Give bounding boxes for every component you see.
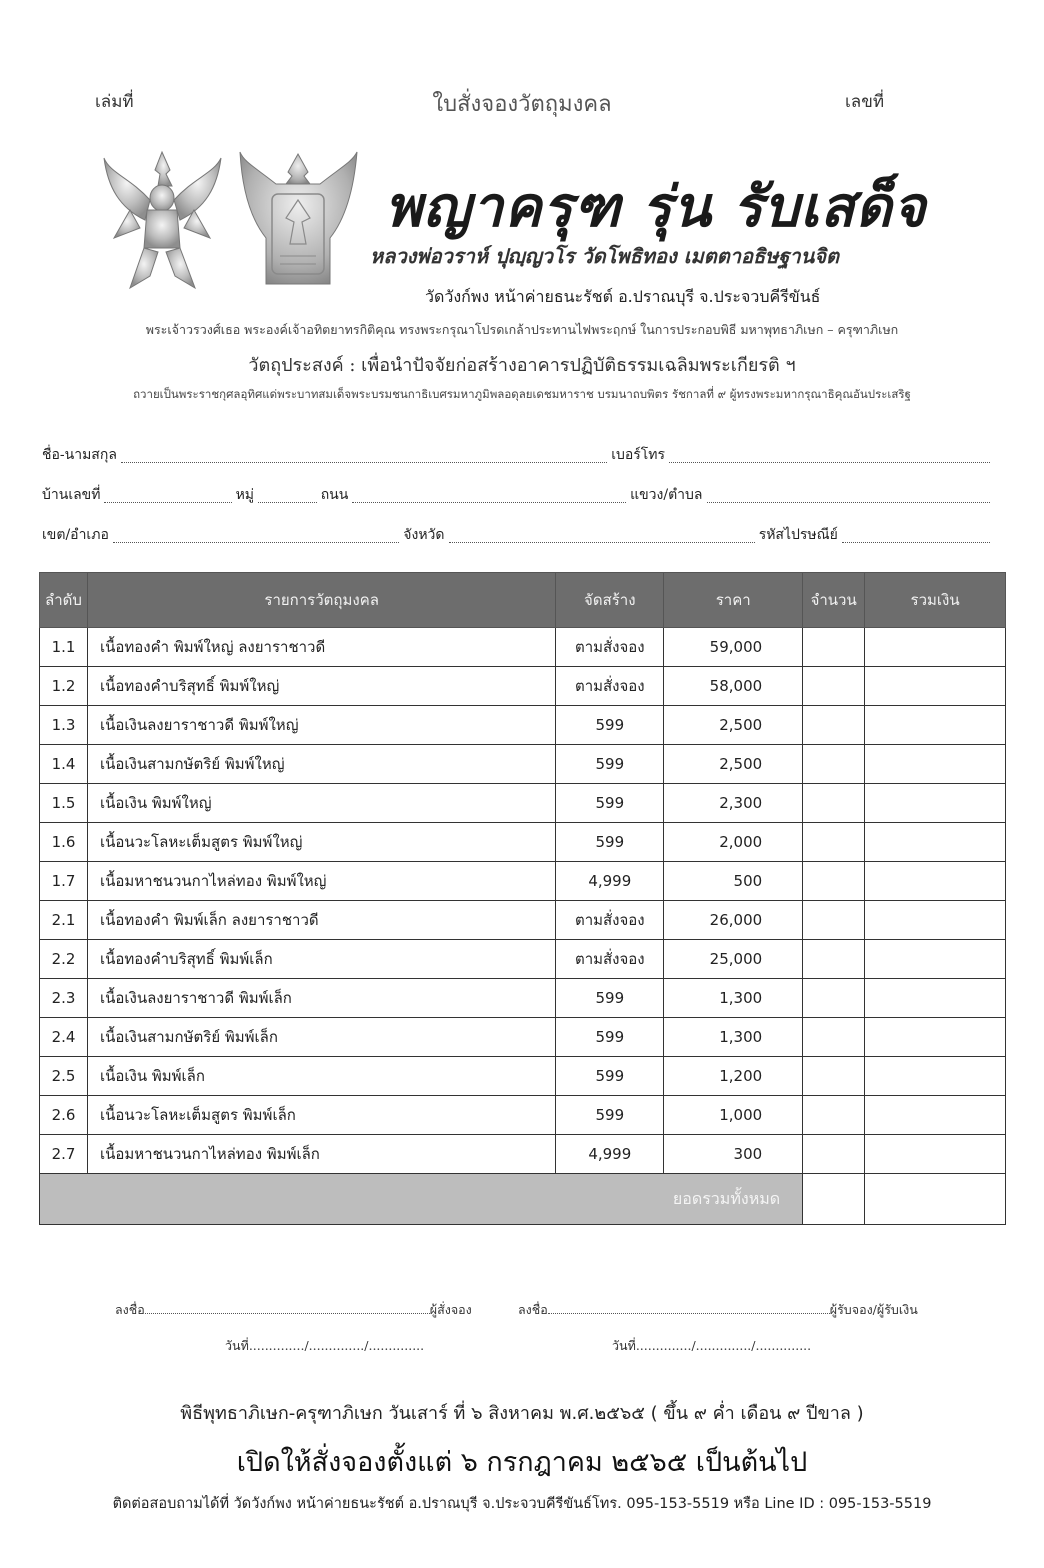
item-production: 599 (556, 979, 664, 1018)
item-amount-cell[interactable] (865, 1135, 1006, 1174)
table-row (40, 784, 1006, 823)
moo-label: หมู่ (235, 487, 255, 503)
moo-field[interactable] (258, 488, 317, 503)
item-production: 599 (556, 1096, 664, 1135)
item-amount-cell[interactable] (865, 628, 1006, 667)
item-name: เนื้อมหาชนวนกาไหล่ทอง พิมพ์ใหญ่ (87, 862, 555, 901)
table-header-row (40, 573, 1006, 628)
table-row (40, 628, 1006, 667)
table-row (40, 1096, 1006, 1135)
item-number: 2.6 (40, 1096, 88, 1135)
district-label: เขต/อำเภอ (42, 527, 109, 543)
item-amount-cell[interactable] (865, 706, 1006, 745)
table-row (40, 745, 1006, 784)
item-production: 599 (556, 706, 664, 745)
garuda-amulet-front-image (100, 148, 225, 296)
item-production: 4,999 (556, 862, 664, 901)
subdistrict-field[interactable] (707, 488, 991, 503)
item-quantity-cell[interactable] (803, 862, 865, 901)
item-number: 2.1 (40, 901, 88, 940)
table-row (40, 1135, 1006, 1174)
header-amount: รวมเงิน (865, 573, 1006, 628)
house-number-field[interactable] (104, 488, 231, 503)
item-name: เนื้อเงิน พิมพ์ใหญ่ (87, 784, 555, 823)
item-quantity-cell[interactable] (803, 706, 865, 745)
item-number: 1.3 (40, 706, 88, 745)
header-item: รายการวัตถุมงคล (87, 573, 555, 628)
phone-label: เบอร์โทร (611, 447, 666, 463)
item-name: เนื้อเงินสามกษัตริย์ พิมพ์เล็ก (87, 1018, 555, 1057)
item-amount-cell[interactable] (865, 1018, 1006, 1057)
item-production: 599 (556, 745, 664, 784)
grand-total-cell[interactable] (865, 1174, 1006, 1225)
table-row (40, 1057, 1006, 1096)
item-amount-cell[interactable] (865, 862, 1006, 901)
item-quantity-cell[interactable] (803, 667, 865, 706)
name-field[interactable] (121, 448, 607, 463)
item-production: ตามสั่งจอง (556, 628, 664, 667)
item-production: 4,999 (556, 1135, 664, 1174)
item-quantity-cell[interactable] (803, 979, 865, 1018)
district-row (40, 524, 992, 546)
item-quantity-cell[interactable] (803, 1096, 865, 1135)
form-title: ใบสั่งจองวัตถุมงคล (432, 92, 612, 117)
road-label: ถนน (320, 487, 349, 503)
table-row (40, 862, 1006, 901)
item-name: เนื้อเงินลงยาราชาวดี พิมพ์เล็ก (87, 979, 555, 1018)
ceremony-date-line: พิธีพุทธาภิเษก-ครุฑาภิเษก วันเสาร์ ที่ ๖ สิงหาคม พ.ศ.๒๕๖๕ ( ขึ้น ๙ ค่ำ เดือน ๙ ปีขาล ) (180, 1403, 864, 1424)
item-production: 599 (556, 1018, 664, 1057)
orderer-signature-line[interactable]: ลงชื่อ ผู้สั่งจอง (115, 1302, 472, 1317)
item-price: 59,000 (664, 628, 803, 667)
item-name: เนื้อมหาชนวนกาไหล่ทอง พิมพ์เล็ก (87, 1135, 555, 1174)
item-price: 2,500 (664, 745, 803, 784)
item-price: 1,000 (664, 1096, 803, 1135)
item-number: 2.2 (40, 940, 88, 979)
table-row (40, 1018, 1006, 1057)
item-price: 2,300 (664, 784, 803, 823)
receiver-signature-line[interactable]: ลงชื่อ ผู้รับจอง/ผู้รับเงิน (518, 1302, 918, 1317)
item-production: 599 (556, 823, 664, 862)
item-price: 500 (664, 862, 803, 901)
item-number: 2.4 (40, 1018, 88, 1057)
item-name: เนื้อทองคำ พิมพ์ใหญ่ ลงยาราชาวดี (87, 628, 555, 667)
item-amount-cell[interactable] (865, 1096, 1006, 1135)
item-price: 25,000 (664, 940, 803, 979)
table-row (40, 979, 1006, 1018)
postcode-label: รหัสไปรษณีย์ (758, 527, 838, 543)
item-name: เนื้อเงินสามกษัตริย์ พิมพ์ใหญ่ (87, 745, 555, 784)
header-price: ราคา (664, 573, 803, 628)
item-number: 1.2 (40, 667, 88, 706)
road-field[interactable] (352, 488, 626, 503)
grand-total-label: ยอดรวมทั้งหมด (40, 1174, 803, 1225)
address-row (40, 484, 992, 506)
amulet-order-table (39, 572, 1006, 1225)
item-amount-cell[interactable] (865, 979, 1006, 1018)
item-name: เนื้อทองคำ พิมพ์เล็ก ลงยาราชาวดี (87, 901, 555, 940)
item-amount-cell[interactable] (865, 667, 1006, 706)
item-price: 2,500 (664, 706, 803, 745)
receiver-date-line[interactable]: วันที่............../............../.............. (612, 1338, 812, 1353)
total-quantity-cell[interactable] (803, 1174, 865, 1225)
item-name: เนื้อทองคำบริสุทธิ์ พิมพ์เล็ก (87, 940, 555, 979)
item-number: 2.7 (40, 1135, 88, 1174)
item-price: 26,000 (664, 901, 803, 940)
district-field[interactable] (113, 528, 399, 543)
item-production: 599 (556, 784, 664, 823)
item-quantity-cell[interactable] (803, 940, 865, 979)
header-quantity: จำนวน (803, 573, 865, 628)
item-name: เนื้อเงิน พิมพ์เล็ก (87, 1057, 555, 1096)
item-amount-cell[interactable] (865, 1057, 1006, 1096)
amulet-title: พญาครุฑ รุ่น รับเสด็จ (385, 174, 927, 240)
item-price: 2,000 (664, 823, 803, 862)
purpose-line: วัตถุประสงค์ : เพื่อนำปัจจัยก่อสร้างอาคารปฏิบัติธรรมเฉลิมพระเกียรติ ฯ (248, 355, 796, 376)
header-build: จัดสร้าง (556, 573, 664, 628)
item-production: ตามสั่งจอง (556, 901, 664, 940)
item-amount-cell[interactable] (865, 940, 1006, 979)
province-label: จังหวัด (403, 527, 445, 543)
orderer-date-line[interactable]: วันที่............../............../.............. (225, 1338, 425, 1353)
book-number-label: เล่มที่ (95, 92, 134, 112)
table-row (40, 940, 1006, 979)
pre-order-open-line: เปิดให้สั่งจองตั้งแต่ ๖ กรกฎาคม ๒๕๖๕ เป็นต้นไป (236, 1447, 808, 1478)
item-amount-cell[interactable] (865, 823, 1006, 862)
item-number: 1.4 (40, 745, 88, 784)
dedication-line: ถวายเป็นพระราชกุศลอุทิศแด่พระบาทสมเด็จพระบรมชนกาธิเบศรมหาภูมิพลอดุลยเดชมหาราช บรมนาถบพิตร รัชกาลที่ ๙ ผู้ทรงพระมหากรุณาธิคุณอันประเสริฐ (133, 387, 911, 401)
table-row (40, 706, 1006, 745)
item-number: 2.5 (40, 1057, 88, 1096)
item-amount-cell[interactable] (865, 901, 1006, 940)
item-quantity-cell[interactable] (803, 784, 865, 823)
garuda-amulet-back-image (236, 148, 361, 296)
table-row (40, 901, 1006, 940)
contact-line: ติดต่อสอบถามได้ที่ วัดวังก์พง หน้าค่ายธนะรัชต์ อ.ปราณบุรี จ.ประจวบคีรีขันธ์โทร. 095-153-5519 หรือ Line ID : 095-153-5519 (112, 1496, 932, 1512)
item-name: เนื้อนวะโลหะเต็มสูตร พิมพ์ใหญ่ (87, 823, 555, 862)
royal-patronage-line: พระเจ้าวรวงศ์เธอ พระองค์เจ้าอทิตยาทรกิติคุณ ทรงพระกรุณาโปรดเกล้าประทานไฟพระฤกษ์ ในการประกอบพิธี มหาพุทธาภิเษก – ครุฑาภิเษก (145, 322, 899, 337)
postcode-field[interactable] (842, 528, 990, 543)
item-number: 2.3 (40, 979, 88, 1018)
item-price: 300 (664, 1135, 803, 1174)
temple-address-line: วัดวังก์พง หน้าค่ายธนะรัชต์ อ.ปราณบุรี จ.ประจวบคีรีขันธ์ (425, 287, 821, 306)
item-name: เนื้อทองคำบริสุทธิ์ พิมพ์ใหญ่ (87, 667, 555, 706)
item-number: 1.1 (40, 628, 88, 667)
phone-field[interactable] (669, 448, 990, 463)
item-price: 1,300 (664, 979, 803, 1018)
item-number: 1.6 (40, 823, 88, 862)
name-phone-row (40, 444, 992, 466)
item-production: ตามสั่งจอง (556, 667, 664, 706)
item-quantity-cell[interactable] (803, 823, 865, 862)
item-quantity-cell[interactable] (803, 901, 865, 940)
item-number: 1.5 (40, 784, 88, 823)
table-row (40, 823, 1006, 862)
item-production: ตามสั่งจอง (556, 940, 664, 979)
item-amount-cell[interactable] (865, 745, 1006, 784)
item-price: 58,000 (664, 667, 803, 706)
header-no: ลำดับ (40, 573, 88, 628)
item-price: 1,200 (664, 1057, 803, 1096)
subdistrict-label: แขวง/ตำบล (630, 487, 703, 503)
table-row (40, 667, 1006, 706)
house-number-label: บ้านเลขที่ (42, 487, 101, 503)
item-quantity-cell[interactable] (803, 1135, 865, 1174)
item-name: เนื้อนวะโลหะเต็มสูตร พิมพ์เล็ก (87, 1096, 555, 1135)
item-production: 599 (556, 1057, 664, 1096)
item-quantity-cell[interactable] (803, 745, 865, 784)
monk-blessing-line: หลวงพ่อวราห์ ปุญฺญวโร วัดโพธิทอง เมตตาอธิษฐานจิต (370, 244, 839, 268)
item-price: 1,300 (664, 1018, 803, 1057)
item-quantity-cell[interactable] (803, 628, 865, 667)
item-number: 1.7 (40, 862, 88, 901)
name-label: ชื่อ-นามสกุล (42, 447, 117, 463)
item-quantity-cell[interactable] (803, 1057, 865, 1096)
form-number-label: เลขที่ (845, 92, 885, 112)
item-quantity-cell[interactable] (803, 1018, 865, 1057)
item-name: เนื้อเงินลงยาราชาวดี พิมพ์ใหญ่ (87, 706, 555, 745)
item-amount-cell[interactable] (865, 784, 1006, 823)
province-field[interactable] (449, 528, 755, 543)
total-row (40, 1174, 1006, 1225)
